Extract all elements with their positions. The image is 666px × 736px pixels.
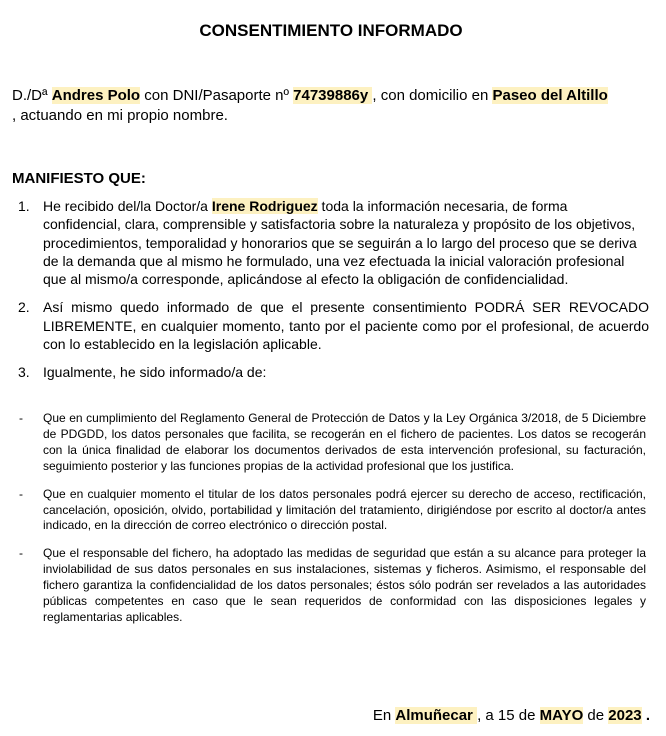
dni-label: con DNI/Pasaporte nº xyxy=(140,87,294,104)
intro-paragraph xyxy=(12,86,660,126)
month-value: MAYO xyxy=(539,707,584,724)
item-text: Igualmente, he sido informado/a de: xyxy=(43,364,267,381)
footer-prefix: En xyxy=(372,707,396,724)
domicilio-label: , con domicilio en xyxy=(372,87,493,104)
address-value: Paseo del Altillo xyxy=(492,87,608,104)
item-prefix: He recibido del/la Doctor/a xyxy=(43,198,212,214)
item-number: 3. xyxy=(18,364,30,381)
patient-name: Andres Polo xyxy=(51,87,141,104)
city-value: Almuñecar xyxy=(395,707,478,724)
list-item xyxy=(0,197,649,288)
signature-date-line xyxy=(373,706,650,726)
de-text: de xyxy=(583,707,609,724)
dni-value: 74739886y xyxy=(293,87,373,104)
dash-text: Que en cumplimiento del Reglamento General de Protección de Datos y la Ley Orgánica 3/2018, de 5 Diciembre de PDGDD, los datos personales que facilita, se recogerán en el fichero de pacientes. Los datos se recogerán con la única finalidad de elaborar los documentos derivados de esta intervención profesional, su facturación, seguimiento posterior y las funciones propias de la actividad profesional que los justifica. xyxy=(43,411,646,473)
dash-list xyxy=(0,411,660,638)
dash-item xyxy=(0,546,646,626)
list-item xyxy=(0,298,649,353)
intro-suffix: , actuando en mi propio nombre. xyxy=(12,107,228,124)
intro-prefix: D./Dª xyxy=(12,87,52,104)
item-number: 2. xyxy=(18,299,30,316)
dash-text: Que en cualquier momento el titular de los datos personales podrá ejercer su derecho de acceso, rectificación, cancelación, oposición, olvido, portabilidad y limitación del tratamiento, dirigiéndose por escrito al doctor/a antes indicado, en la dirección de correo electrónico o dirección postal. xyxy=(43,486,646,533)
doctor-name: Irene Rodriguez xyxy=(211,198,318,214)
year-value: 2023 xyxy=(608,707,642,724)
document-title: CONSENTIMIENTO INFORMADO xyxy=(199,21,463,40)
dash-marker: - xyxy=(19,411,23,425)
footer-end: . xyxy=(641,707,650,724)
numbered-list xyxy=(0,197,660,382)
dash-item xyxy=(0,487,646,535)
item-text: toda la información necesaria, de forma confidencial, clara, comprensible y satisfactoria sobre la naturaleza y propósito de los objetivos, procedimientos, temporalidad y honorarios que se seguirán a lo largo del proceso que se deriva de la demanda que al mismo he formulado, una vez efectuada la inicial valoración profesional que al mismo/a corresponde, aplicándose al efecto la obligación de confidencialidad. xyxy=(43,198,637,288)
list-item xyxy=(0,363,649,381)
manifiesto-heading: MANIFIESTO QUE: xyxy=(12,170,146,187)
item-number: 1. xyxy=(18,198,30,214)
item-text: Así mismo quedo informado de que el presente consentimiento PODRÁ SER REVOCADO LIBREMENTE, en cualquier momento, tanto por el paciente como por el profesional, de acuerdo con lo establecido en la legislación aplicable. xyxy=(43,299,649,353)
dash-marker: - xyxy=(19,486,23,501)
day-text: , a 15 de xyxy=(477,707,540,724)
dash-marker: - xyxy=(19,546,23,561)
dash-item xyxy=(0,411,646,475)
dash-text: Que el responsable del fichero, ha adoptado las medidas de seguridad que están a su alcance para proteger la inviolabilidad de sus datos personales en sus instalaciones, sistemas y ficheros. Asimismo, el responsable del fichero garantiza la confidencialidad de los datos personales; éstos sólo podrán ser revelados a las autoridades públicas competentes en caso que le sean requeridos de conformidad con las disposiciones legales y reglamentarias aplicables. xyxy=(43,546,646,624)
